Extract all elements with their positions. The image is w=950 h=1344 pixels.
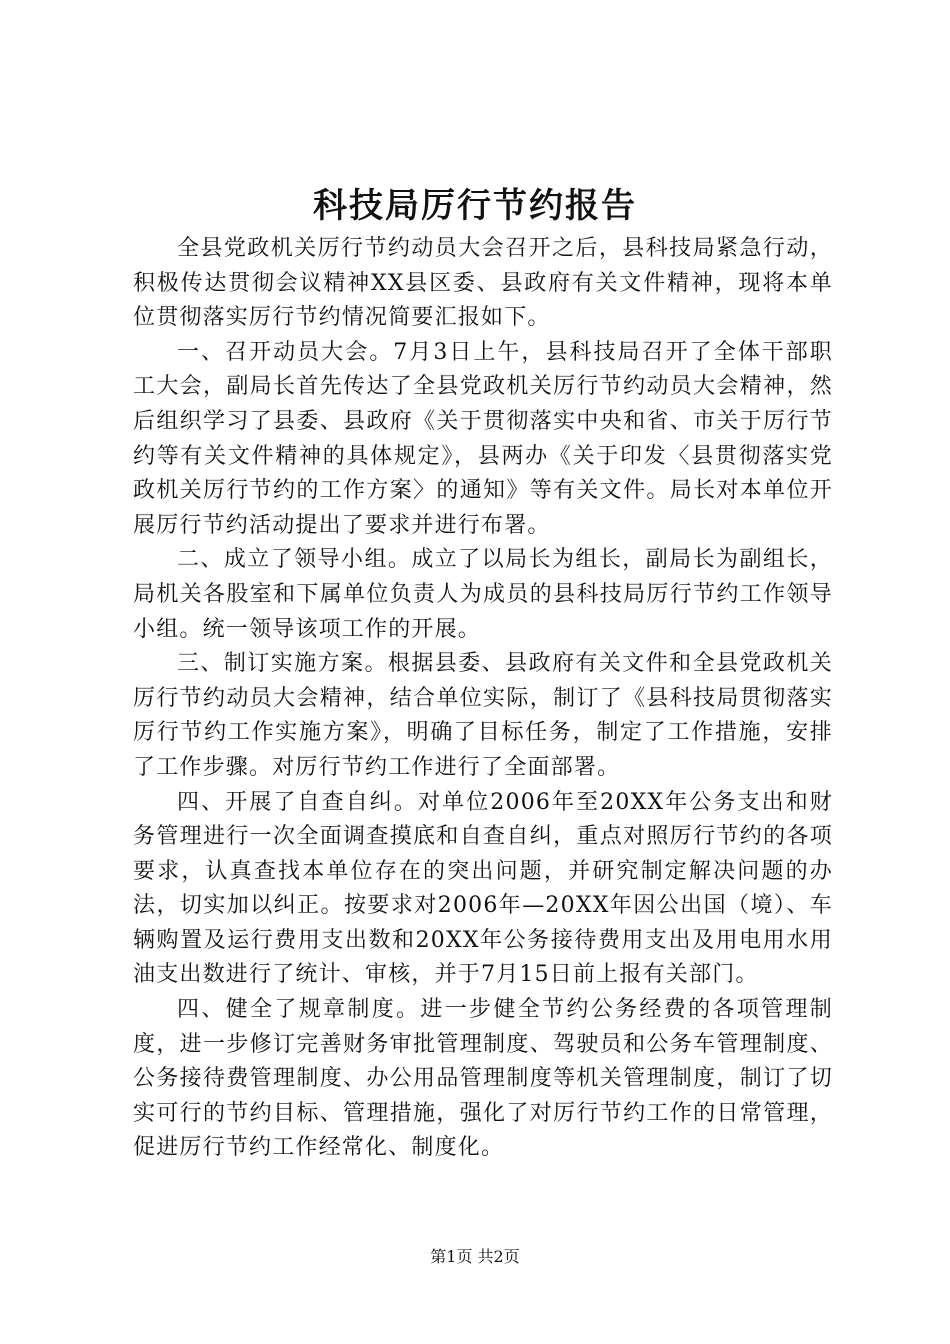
paragraph-section-2: 二、成立了领导小组。成立了以局长为组长，副局长为副组长，局机关各股室和下属单位负责人为成员的县科技局厉行节约工作领导小组。统一领导该项工作的开展。 bbox=[133, 547, 833, 642]
paragraph-section-5: 四、健全了规章制度。进一步健全节约公务经费的各项管理制度，进一步修订完善财务审批管理制度、驾驶员和公务车管理制度、公务接待费管理制度、办公用品管理制度等机关管理制度，制订了切实可行的节约目标、管理措施，强化了对厉行节约工作的日常管理，促进厉行节约工作经常化、制度化。 bbox=[133, 997, 833, 1161]
paragraph-intro: 全县党政机关厉行节约动员大会召开之后，县科技局紧急行动，积极传达贯彻会议精神XX县区委、县政府有关文件精神，现将本单位贯彻落实厉行节约情况简要汇报如下。 bbox=[133, 236, 833, 331]
document-title: 科技局厉行节约报告 bbox=[313, 186, 637, 226]
paragraph-section-3: 三、制订实施方案。根据县委、县政府有关文件和全县党政机关厉行节约动员大会精神，结合单位实际，制订了《县科技局贯彻落实厉行节约工作实施方案》，明确了目标任务，制定了工作措施，安排了工作步骤。对厉行节约工作进行了全面部署。 bbox=[133, 651, 833, 780]
paragraph-section-1: 一、召开动员大会。7月3日上午，县科技局召开了全体干部职工大会，副局长首先传达了全县党政机关厉行节约动员大会精神，然后组织学习了县委、县政府《关于贯彻落实中央和省、市关于厉行节约等有关文件精神的具体规定》，县两办《关于印发〈县贯彻落实党政机关厉行节约的工作方案〉的通知》等有关文件。局长对本单位开展厉行节约活动提出了要求并进行布署。 bbox=[133, 339, 833, 538]
page-footer: 第1页 共2页 bbox=[430, 1247, 520, 1266]
document-body bbox=[133, 232, 833, 1166]
paragraph-section-4: 四、开展了自查自纠。对单位2006年至20XX年公务支出和财务管理进行一次全面调查摸底和自查自纠，重点对照厉行节约的各项要求，认真查找本单位存在的突出问题，并研究制定解决问题的办法，切实加以纠正。按要求对2006年—20XX年因公出国（境）、车辆购置及运行费用支出数和20XX年公务接待费用支出及用电用水用油支出数进行了统计、审核，并于7月15日前上报有关部门。 bbox=[133, 789, 833, 988]
